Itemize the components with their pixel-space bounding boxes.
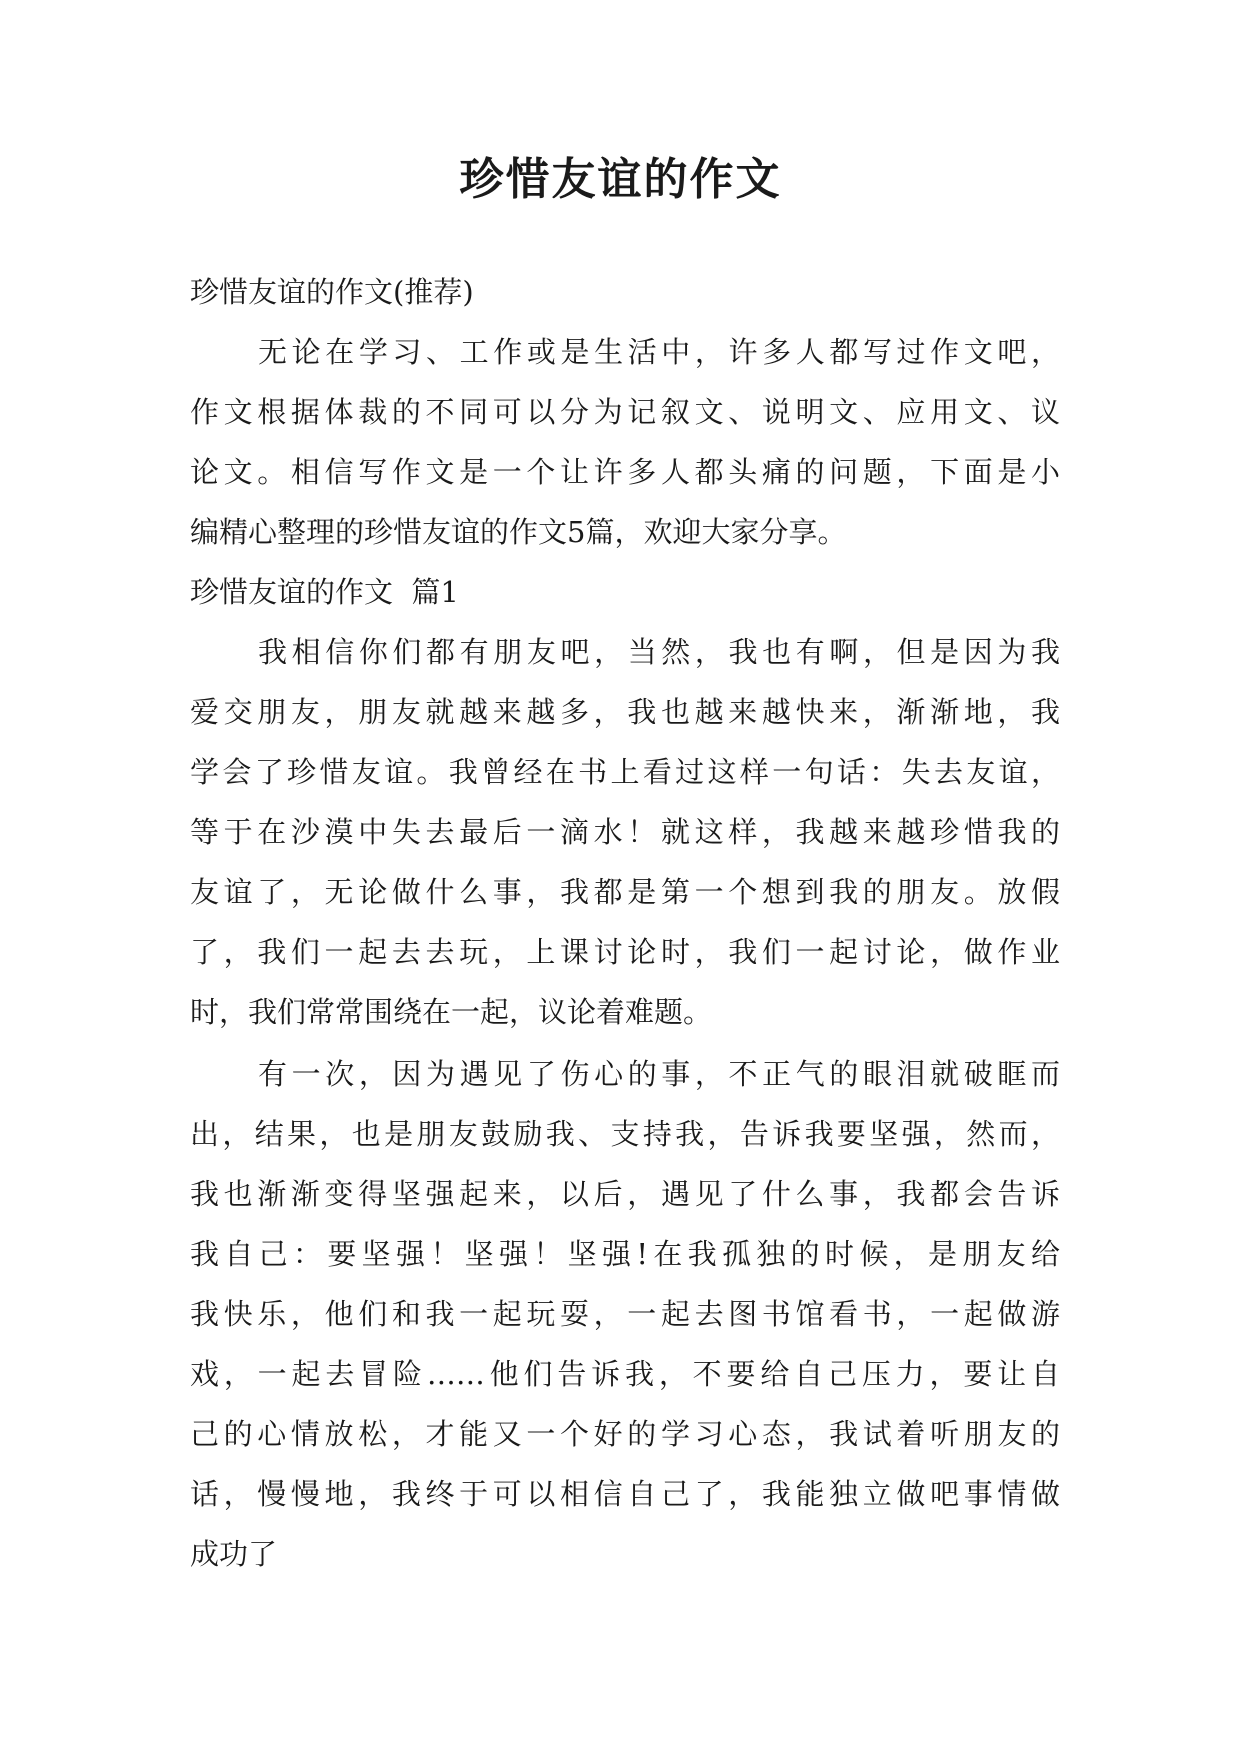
document-title: 珍惜友谊的作文 bbox=[459, 154, 782, 205]
paragraph-line: 我快乐，他们和我一起玩耍，一起去图书馆看书，一起做游 bbox=[190, 1297, 1060, 1331]
paragraph-line: 我自己：要坚强！坚强！坚强!在我孤独的时候，是朋友给 bbox=[190, 1237, 1060, 1271]
intro-line: 论文。相信写作文是一个让许多人都头痛的问题，下面是小 bbox=[190, 455, 1060, 489]
paragraph-line: 己的心情放松，才能又一个好的学习心态，我试着听朋友的 bbox=[190, 1417, 1060, 1451]
paragraph-line: 等于在沙漠中失去最后一滴水！就这样，我越来越珍惜我的 bbox=[190, 815, 1060, 849]
paragraph-line: 我相信你们都有朋友吧，当然，我也有啊，但是因为我 bbox=[258, 635, 1060, 669]
section-heading: 珍惜友谊的作文 篇1 bbox=[190, 575, 459, 609]
paragraph-line: 学会了珍惜友谊。我曾经在书上看过这样一句话：失去友谊， bbox=[190, 755, 1060, 789]
paragraph-line: 了，我们一起去去玩，上课讨论时，我们一起讨论，做作业 bbox=[190, 935, 1060, 969]
paragraph-line: 成功了 bbox=[190, 1537, 278, 1571]
paragraph-line: 戏，一起去冒险……他们告诉我，不要给自己压力，要让自 bbox=[190, 1357, 1060, 1391]
paragraph-line: 爱交朋友，朋友就越来越多，我也越来越快来，渐渐地，我 bbox=[190, 695, 1060, 729]
document-subtitle: 珍惜友谊的作文(推荐) bbox=[190, 275, 474, 309]
intro-line: 无论在学习、工作或是生活中，许多人都写过作文吧， bbox=[258, 335, 1060, 369]
paragraph-line: 出，结果，也是朋友鼓励我、支持我，告诉我要坚强，然而， bbox=[190, 1117, 1060, 1151]
document-body bbox=[190, 262, 1060, 1584]
paragraph-line: 话，慢慢地，我终于可以相信自己了，我能独立做吧事情做 bbox=[190, 1477, 1060, 1511]
intro-line: 编精心整理的珍惜友谊的作文5篇，欢迎大家分享。 bbox=[190, 515, 847, 549]
body-paragraph-2 bbox=[190, 1044, 1060, 1584]
paragraph-line: 我也渐渐变得坚强起来，以后，遇见了什么事，我都会告诉 bbox=[190, 1177, 1060, 1211]
paragraph-line: 有一次，因为遇见了伤心的事，不正气的眼泪就破眶而 bbox=[258, 1057, 1060, 1091]
paragraph-line: 友谊了，无论做什么事，我都是第一个想到我的朋友。放假 bbox=[190, 875, 1060, 909]
intro-paragraph bbox=[190, 322, 1060, 562]
body-paragraph-1 bbox=[190, 622, 1060, 1042]
paragraph-line: 时，我们常常围绕在一起，议论着难题。 bbox=[190, 995, 713, 1029]
intro-line: 作文根据体裁的不同可以分为记叙文、说明文、应用文、议 bbox=[190, 395, 1060, 429]
